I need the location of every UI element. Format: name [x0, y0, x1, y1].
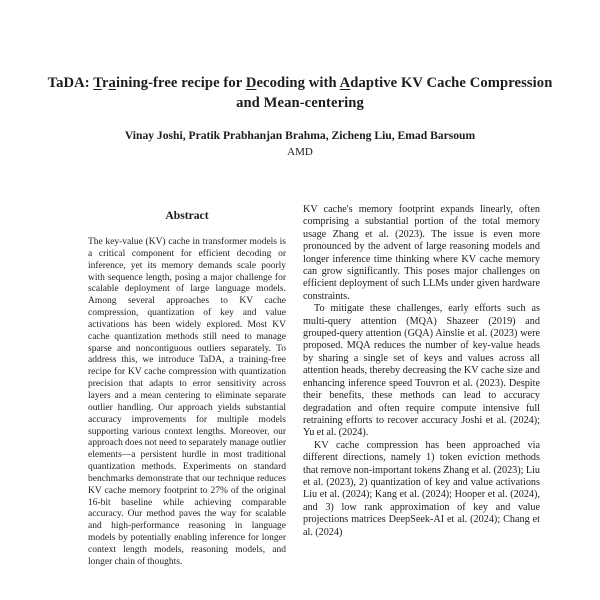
abstract-body: The key-value (KV) cache in transformer models is a critical component for efficient decoding or inference, yet its memory demands scale poorly with sequence length, posing a major challenge for scalable deployment of large language models. Among several approaches to KV cache compression, quantization of key and value activations has been widely explored. Most KV cache quantization methods still need to manage sparse and noncontiguous outliers separately. To address this, we introduce TaDA, a training-free recipe for KV cache compression with quantization precision that adapts to error sensitivity across layers and a mean centering to eliminate separate outlier handling. Our approach yields substantial accuracy improvements for multiple models supporting various context lengths. Moreover, our approach does not need to separately manage outlier elements—a persistent hurdle in most traditional quantization methods. Experiments on standard benchmarks demonstrate that our technique reduces KV cache memory footprint to 27% of the original 16-bit baseline while achieving comparable accuracy. Our method paves the way for scalable and high-performance reasoning in language models by potentially enabling inference for longer context length models, reasoning models, and longer chain of thoughts. [88, 237, 286, 567]
intro-paragraph: KV cache's memory footprint expands linearly, often comprising a substantial portion of the total memory usage Zhang et al. (2023). The issue is even more pronounced by the advent of large reasoning models and longer inference time thinking where KV cache memory can grow significantly. This poses major challenges on efficient deployment of such LLMs under given hardware constraints. [303, 204, 540, 302]
introduction-column [303, 204, 540, 539]
paper-title: TaDA: Training-free recipe for Decoding with Adaptive KV Cache Compression and Mean-centering [47, 74, 553, 111]
intro-paragraph: To mitigate these challenges, early efforts such as multi-query attention (MQA) Shazeer (2019) and grouped-query attention (GQA) Ainslie et al. (2023) were proposed. MQA reduces the number of key-value heads by sharing a single set of keys and values across all attention heads, thereby decreasing the KV cache size and enhancing inference speed Touvron et al. (2023). Despite their benefits, these methods can lead to accuracy degradation and often require compute intensive full retraining efforts to recover accuracy Joshi et al. (2024); Yu et al. (2024). [303, 303, 540, 439]
affiliation: AMD [287, 146, 313, 158]
authors-line: Vinay Joshi, Pratik Prabhanjan Brahma, Zicheng Liu, Emad Barsoum [124, 129, 476, 142]
intro-paragraph: KV cache compression has been approached via different directions, namely 1) token eviction methods that remove non-important tokens Zhang et al. (2023); Liu et al. (2023), 2) quantization of key and value activations Liu et al. (2024); Kang et al. (2024); Hooper et al. (2024), and 3) low rank approximation of key and value projections matrices DeepSeek-AI et al. (2024); Chang et al. (2024) [303, 439, 540, 538]
abstract-heading: Abstract [165, 209, 209, 222]
abstract-column [88, 209, 286, 569]
